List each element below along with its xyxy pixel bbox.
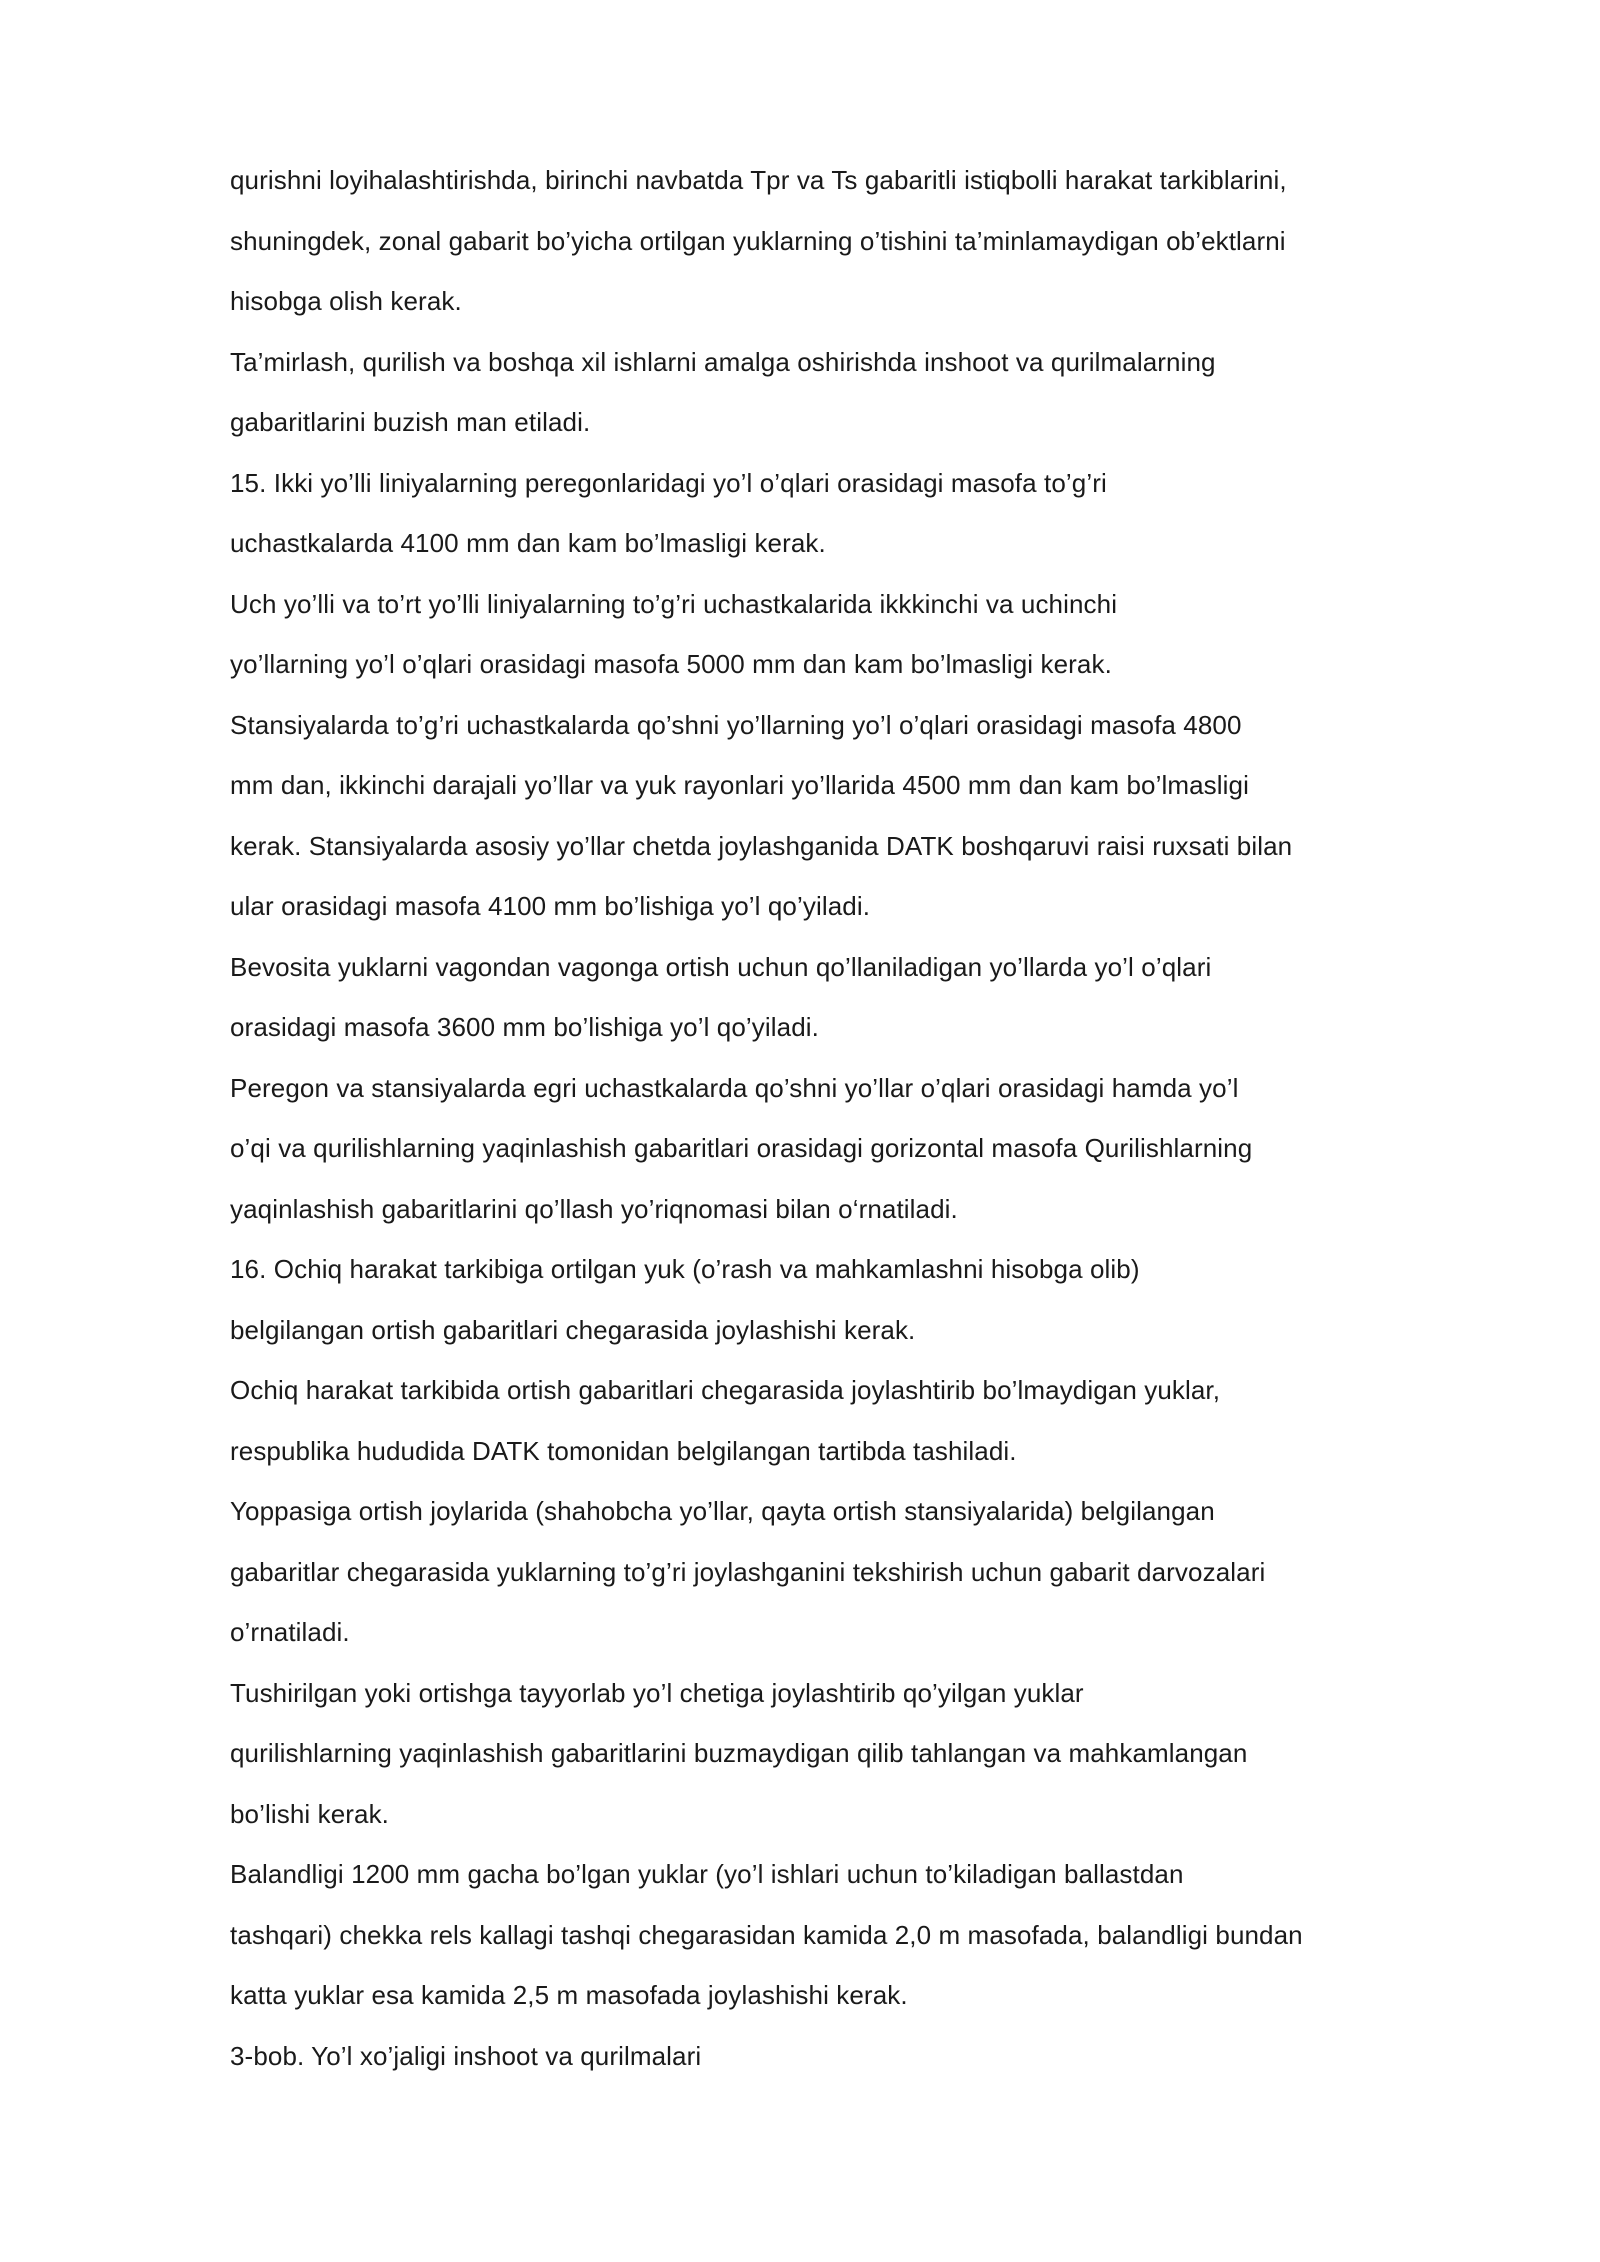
- text-line: Ta’mirlash, qurilish va boshqa xil ishlarni amalga oshirishda inshoot va qurilmalarning: [230, 346, 1216, 377]
- text-line: Balandligi 1200 mm gacha bo’lgan yuklar (yo’l ishlari uchun to’kiladigan ballastdan: [230, 1859, 1184, 1889]
- text-line: o’qi va qurilishlarning yaqinlashish gabaritlari orasidagi gorizontal masofa Qurilishlarning: [230, 1133, 1253, 1163]
- text-line: hisobga olish kerak.: [230, 286, 462, 316]
- text-line: Uch yo’lli va to’rt yo’lli liniyalarning to’g’ri uchastkalarida ikkkinchi va uchinchi: [230, 588, 1118, 619]
- text-line: kerak. Stansiyalarda asosiy yo’llar chetda joylashganida DATK boshqaruvi raisi ruxsati bilan: [230, 830, 1293, 861]
- text-line: 16. Ochiq harakat tarkibiga ortilgan yuk (o’rash va mahkamlashni hisobga olib): [230, 1254, 1140, 1284]
- text-line: o’rnatiladi.: [230, 1617, 350, 1647]
- text-line: yo’llarning yo’l o’qlari orasidagi masofa 5000 mm dan kam bo’lmasligi kerak.: [230, 649, 1112, 679]
- text-line: ular orasidagi masofa 4100 mm bo’lishiga yo’l qo’yiladi.: [230, 891, 871, 921]
- text-line: mm dan, ikkinchi darajali yo’llar va yuk rayonlari yo’llarida 4500 mm dan kam bo’lmasligi: [230, 770, 1249, 800]
- text-line: Ochiq harakat tarkibida ortish gabaritlari chegarasida joylashtirib bo’lmaydigan yuklar,: [230, 1375, 1221, 1405]
- section-heading: 3-bob. Yo’l xo’jaligi inshoot va qurilmalari: [230, 2040, 702, 2071]
- text-line: orasidagi masofa 3600 mm bo’lishiga yo’l qo’yiladi.: [230, 1012, 819, 1042]
- text-line: Yoppasiga ortish joylarida (shahobcha yo’llar, qayta ortish stansiyalarida) belgilangan: [230, 1496, 1215, 1526]
- text-line: respublika hududida DATK tomonidan belgilangan tartibda tashiladi.: [230, 1435, 1017, 1466]
- text-line: qurilishlarning yaqinlashish gabaritlarini buzmaydigan qilib tahlangan va mahkamlangan: [230, 1738, 1248, 1768]
- text-line: qurishni loyihalashtirishda, birinchi navbatda Tpr va Ts gabaritli istiqbolli harakat tarkiblarini,: [230, 165, 1287, 195]
- text-line: Bevosita yuklarni vagondan vagonga ortish uchun qo’llaniladigan yo’llarda yo’l o’qlari: [230, 951, 1212, 982]
- text-line: Stansiyalarda to’g’ri uchastkalarda qo’shni yo’llarning yo’l o’qlari orasidagi masofa 4800: [230, 709, 1242, 740]
- text-line: 15. Ikki yo’lli liniyalarning peregonlaridagi yo’l o’qlari orasidagi masofa to’g’ri: [230, 467, 1107, 498]
- text-line: bo’lishi kerak.: [230, 1798, 390, 1829]
- document-body: [230, 150, 1390, 2086]
- text-line: shuningdek, zonal gabarit bo’yicha ortilgan yuklarning o’tishini ta’minlamaydigan ob’ektlarni: [230, 225, 1286, 256]
- text-line: gabaritlarini buzish man etiladi.: [230, 407, 591, 437]
- text-line: gabaritlar chegarasida yuklarning to’g’ri joylashganini tekshirish uchun gabarit darvozalari: [230, 1556, 1266, 1587]
- text-line: yaqinlashish gabaritlarini qo’llash yo’riqnomasi bilan o‘rnatiladi.: [230, 1193, 958, 1224]
- text-line: Tushirilgan yoki ortishga tayyorlab yo’l chetiga joylashtirib qo’yilgan yuklar: [230, 1677, 1084, 1708]
- text-line: uchastkalarda 4100 mm dan kam bo’lmasligi kerak.: [230, 528, 826, 558]
- text-line: katta yuklar esa kamida 2,5 m masofada joylashishi kerak.: [230, 1980, 908, 2010]
- text-line: Peregon va stansiyalarda egri uchastkalarda qo’shni yo’llar o’qlari orasidagi hamda yo’l: [230, 1072, 1239, 1103]
- text-line: belgilangan ortish gabaritlari chegarasida joylashishi kerak.: [230, 1314, 916, 1345]
- text-line: tashqari) chekka rels kallagi tashqi chegarasidan kamida 2,0 m masofada, balandligi bundan: [230, 1919, 1303, 1950]
